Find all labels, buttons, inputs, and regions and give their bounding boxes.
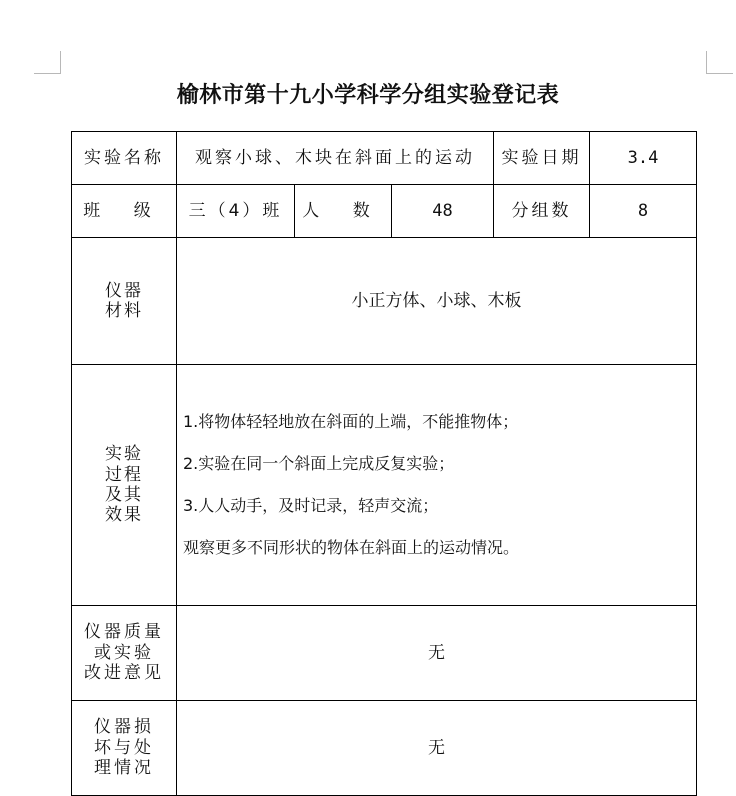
page-corner-mark-left (34, 51, 61, 74)
quality-label-line: 仪器质量 (84, 622, 164, 643)
quality-label-line: 改进意见 (84, 663, 164, 684)
damage-value: 无 (177, 701, 697, 796)
materials-value: 小正方体、小球、木板 (177, 238, 697, 365)
class-label: 班 级 (72, 185, 177, 238)
materials-label-line: 材料 (105, 301, 143, 321)
table-row (72, 606, 697, 701)
process-step: 1.将物体轻轻地放在斜面的上端，不能推物体； (183, 412, 519, 431)
process-label-line: 及其 (105, 485, 143, 505)
people-value: 48 (392, 185, 494, 238)
process-step: 3.人人动手，及时记录，轻声交流； (183, 496, 439, 515)
process-label-line: 效果 (105, 505, 143, 526)
process-label (72, 365, 177, 606)
class-value: 三（4）班 (177, 185, 295, 238)
table-row (72, 238, 697, 365)
damage-label-line: 理情况 (94, 758, 154, 779)
experiment-date-label: 实验日期 (494, 132, 590, 185)
quality-label-line: 或实验 (94, 642, 154, 663)
quality-label (72, 606, 177, 701)
experiment-name-label: 实验名称 (72, 132, 177, 185)
process-label-line: 过程 (105, 464, 143, 485)
table-row (72, 701, 697, 796)
quality-value: 无 (177, 606, 697, 701)
groups-label: 分组数 (494, 185, 590, 238)
experiment-date-value: 3.4 (590, 132, 697, 185)
people-label: 人 数 (295, 185, 392, 238)
table-row (72, 365, 697, 606)
materials-label (72, 238, 177, 365)
process-step: 2.实验在同一个斜面上完成反复实验； (183, 454, 455, 473)
process-content (177, 365, 697, 606)
experiment-name-value: 观察小球、木块在斜面上的运动 (177, 132, 494, 185)
damage-label-line: 仪器损 (94, 717, 154, 738)
page-title: 榆林市第十九小学科学分组实验登记表 (176, 82, 560, 108)
damage-label (72, 701, 177, 796)
groups-value: 8 (590, 185, 697, 238)
process-label-line: 实验 (105, 444, 143, 465)
registration-table (71, 131, 697, 796)
process-step: 观察更多不同形状的物体在斜面上的运动情况。 (183, 538, 520, 557)
page-corner-mark-right (706, 51, 733, 74)
damage-label-line: 坏与处 (94, 737, 154, 758)
materials-label-line: 仪器 (105, 280, 143, 301)
table-row (72, 185, 697, 238)
table-row (72, 132, 697, 185)
